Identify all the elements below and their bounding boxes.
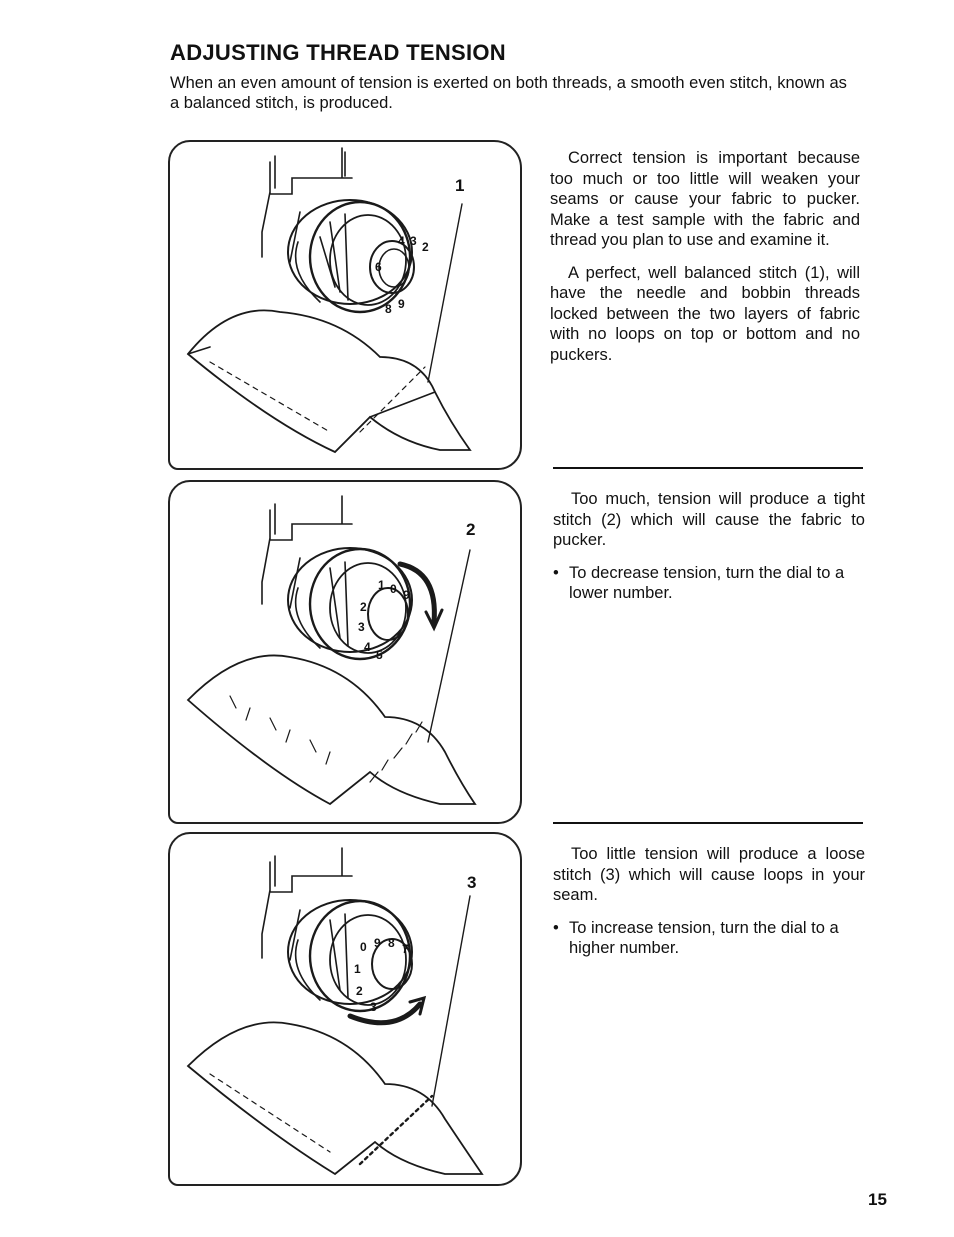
bullet-dot: • xyxy=(553,918,559,937)
page-number: 15 xyxy=(868,1190,887,1209)
dial-number: 8 xyxy=(385,302,392,316)
callout-number-2: 2 xyxy=(466,520,476,539)
dial-number: 2 xyxy=(422,240,429,254)
dial-number: 9 xyxy=(374,936,381,950)
section-1-text xyxy=(550,148,860,377)
dial-number: 2 xyxy=(360,600,367,614)
bullet-text: To decrease tension, turn the dial to a lower number. xyxy=(569,563,845,602)
dial-number: 3 xyxy=(370,1000,377,1014)
dial-number: 3 xyxy=(358,620,365,634)
paragraph: A perfect, well balanced stitch (1), will have the needle and bobbin threads locked between the two layers of fabric with no loops on top or bottom and no puckers. xyxy=(550,263,860,364)
divider xyxy=(553,467,863,469)
bullet-item xyxy=(553,563,865,604)
dial-number: 2 xyxy=(356,984,363,998)
dial-number: 1 xyxy=(378,578,385,592)
dial-number: 4 xyxy=(398,234,405,248)
paragraph: Too much, tension will produce a tight stitch (2) which will cause the fabric to pucker. xyxy=(553,490,865,549)
dial-number: 0 xyxy=(360,940,367,954)
callout-number-3: 3 xyxy=(467,873,477,892)
bullet-item xyxy=(553,918,865,959)
dial-number: 7 xyxy=(402,942,409,956)
section-3-text xyxy=(553,844,865,959)
dial-number: 6 xyxy=(375,260,382,274)
paragraph: Correct tension is important because too much or too little will weaken your seams or cause your fabric to pucker. Make a test sample with the fabric and thread you plan to use and examine it. xyxy=(550,149,860,249)
dial-number: 9 xyxy=(398,297,405,311)
divider xyxy=(553,822,863,824)
dial-number: 4 xyxy=(364,640,371,654)
dial-number: 1 xyxy=(354,962,361,976)
dial-number: 5 xyxy=(376,648,383,662)
callout-number-1: 1 xyxy=(455,176,465,195)
dial-number: 9 xyxy=(403,588,410,602)
intro-paragraph: When an even amount of tension is exerted on both threads, a smooth even stitch, known as a balanced stitch, is produced. xyxy=(170,74,847,112)
bullet-text: To increase tension, turn the dial to a higher number. xyxy=(569,918,839,957)
bullet-dot: • xyxy=(553,563,559,582)
tension-dial-drawing-1 xyxy=(170,142,520,468)
illustration-balanced-stitch xyxy=(168,140,522,470)
section-2-text xyxy=(553,489,865,604)
page-title: ADJUSTING THREAD TENSION xyxy=(170,40,506,65)
dial-number: 3 xyxy=(410,234,417,248)
dial-number: 0 xyxy=(390,582,397,596)
paragraph: Too little tension will produce a loose stitch (3) which will cause loops in your seam. xyxy=(553,845,865,904)
dial-number: 8 xyxy=(388,936,395,950)
